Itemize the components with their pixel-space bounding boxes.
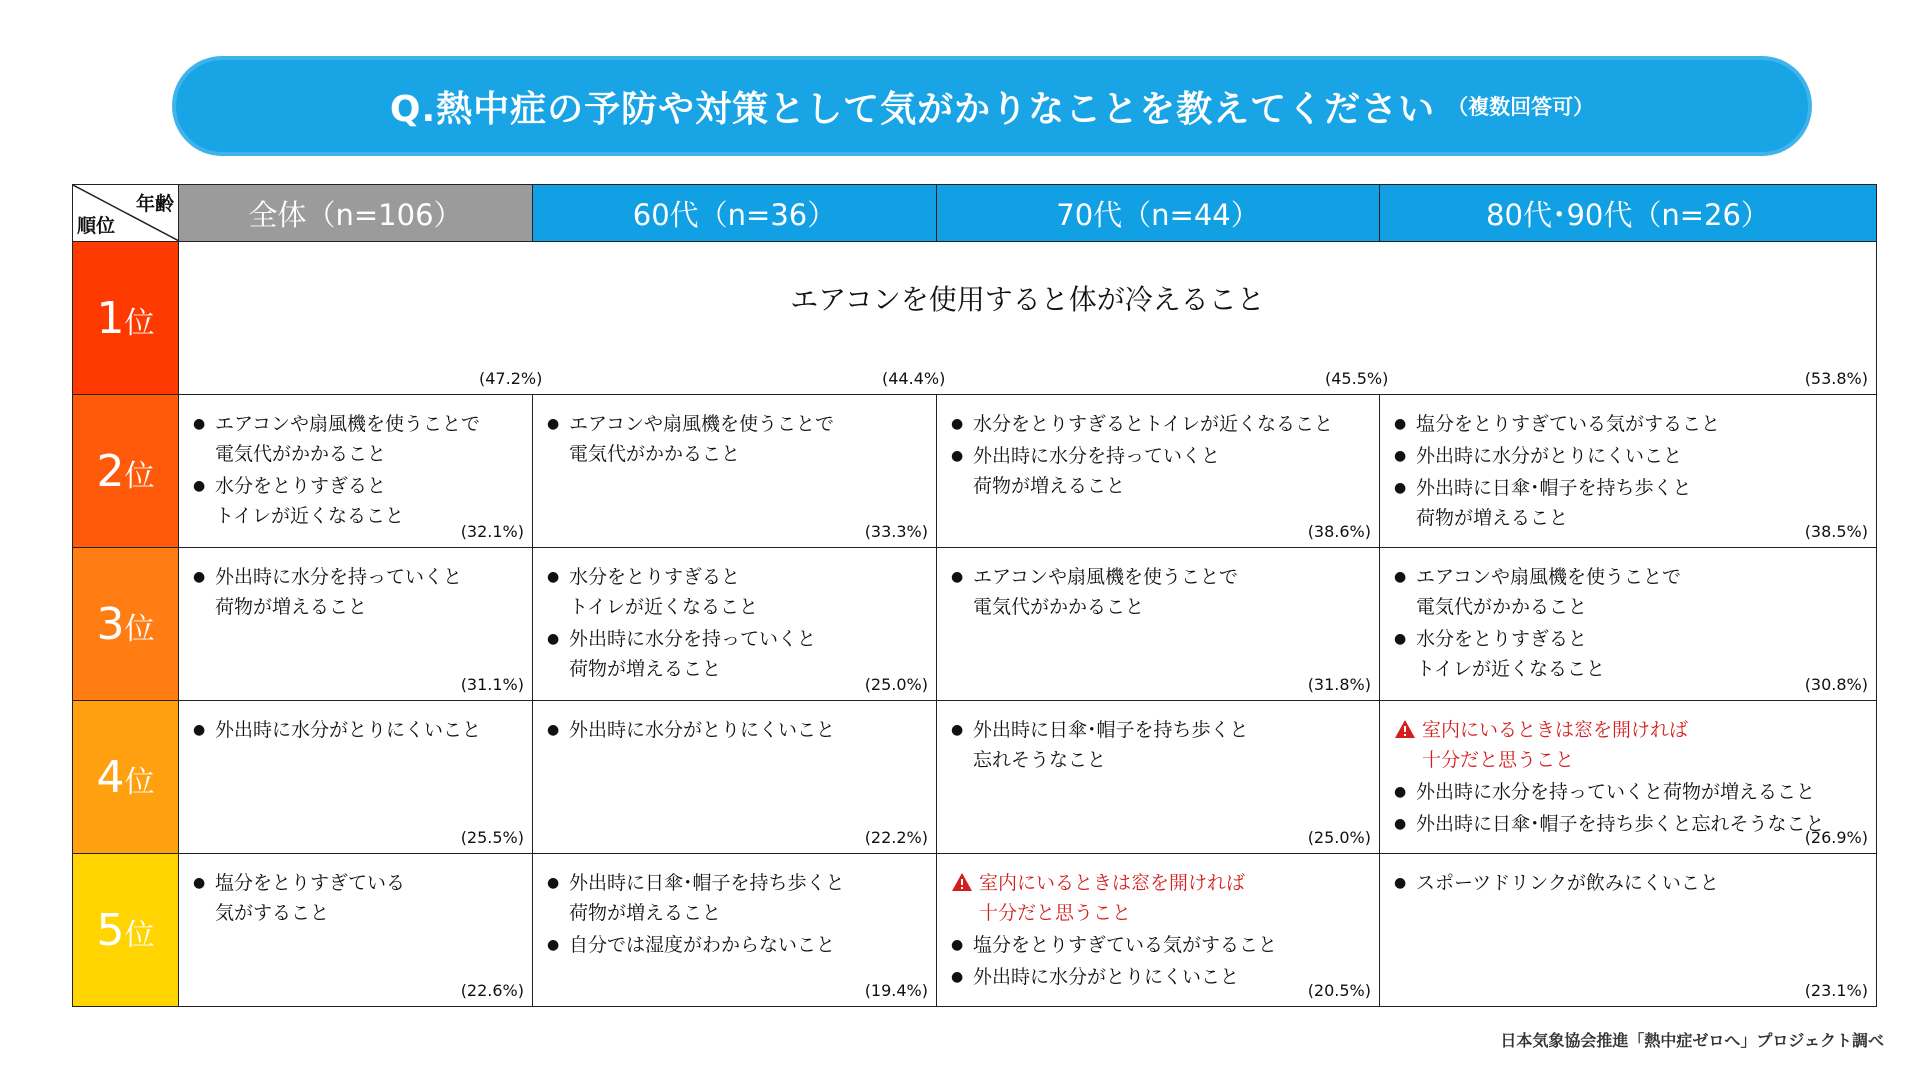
answer-list [179, 701, 532, 745]
answer-cell-80s-90s [1380, 395, 1877, 548]
answer-text: エアコンや扇風機を使うことで 電気代がかかること [215, 413, 481, 465]
rank-unit: 位 [124, 611, 155, 647]
rank-1-percentages [179, 366, 1876, 388]
list-item [951, 715, 1369, 775]
list-item [951, 868, 1369, 928]
rank-row-2 [73, 395, 1877, 548]
answer-cell-70s [937, 854, 1380, 1007]
bullet-dot-icon: ● [1394, 416, 1407, 432]
bullet-dot-icon: ● [951, 416, 964, 432]
bullet-dot-icon: ● [951, 448, 964, 464]
percentage-60s: (25.0%) [864, 675, 928, 694]
percentage-80s-90s: (26.9%) [1804, 828, 1868, 847]
rank-label-2 [73, 395, 179, 548]
answer-text: 外出時に水分を持っていくと 荷物が増えること [973, 445, 1221, 497]
list-item [1394, 473, 1866, 533]
bullet-dot-icon: ● [547, 631, 560, 647]
percentage-70s: (20.5%) [1307, 981, 1371, 1000]
percentage-80s-90s: (38.5%) [1804, 522, 1868, 541]
answer-cell-60s [533, 548, 937, 701]
answer-list [533, 854, 936, 960]
rank-label-1 [73, 242, 179, 395]
answer-text: 塩分をとりすぎている 気がすること [215, 872, 406, 924]
list-item [193, 868, 522, 928]
rank-row-5 [73, 854, 1877, 1007]
rank-unit: 位 [124, 764, 155, 800]
percentage-all: (25.5%) [460, 828, 524, 847]
answer-list [533, 548, 936, 684]
list-item [1394, 409, 1866, 439]
answer-text: 外出時に水分がとりにくいこと [1416, 445, 1683, 467]
percentage-60s: (33.3%) [864, 522, 928, 541]
percentage-80s-90s: (30.8%) [1804, 675, 1868, 694]
answer-list [937, 548, 1379, 622]
answer-cell-70s [937, 701, 1380, 854]
ranking-table [72, 184, 1877, 1007]
rank-1-shared-cell [179, 242, 1877, 395]
answer-cell-all [179, 854, 533, 1007]
percentage-60s: (19.4%) [864, 981, 928, 1000]
header-row [73, 185, 1877, 242]
list-item [1394, 809, 1866, 839]
answer-text: 外出時に日傘･帽子を持ち歩くと 忘れそうなこと [973, 719, 1249, 771]
bullet-dot-icon: ● [1394, 631, 1407, 647]
answer-text: 外出時に水分がとりにくいこと [973, 966, 1240, 988]
answer-list [937, 701, 1379, 775]
rank-label-4 [73, 701, 179, 854]
answer-text: 外出時に日傘･帽子を持ち歩くと忘れそうなこと [1416, 813, 1825, 835]
percentage-70s: (25.0%) [1307, 828, 1371, 847]
answer-list [533, 701, 936, 745]
answer-text: 水分をとりすぎるとトイレが近くなること [973, 413, 1334, 435]
warning-triangle-icon [1394, 719, 1416, 739]
column-header-60s: 60代（n=36） [533, 185, 937, 242]
list-item [547, 715, 926, 745]
rank-number: 5 [96, 904, 125, 956]
rank-row-3 [73, 548, 1877, 701]
answer-cell-all [179, 548, 533, 701]
answer-text: 水分をとりすぎると トイレが近くなること [1416, 628, 1606, 680]
bullet-dot-icon: ● [547, 937, 560, 953]
source-credit: 日本気象協会推進「熱中症ゼロへ」プロジェクト調べ [1500, 1031, 1884, 1050]
bullet-dot-icon: ● [193, 875, 206, 891]
answer-cell-60s [533, 395, 937, 548]
percentage-60s: (44.4%) [882, 369, 946, 388]
percentage-80s-90s: (53.8%) [1804, 369, 1868, 388]
rank-unit: 位 [124, 917, 155, 953]
column-header-all: 全体（n=106） [179, 185, 533, 242]
answer-text: 外出時に水分がとりにくいこと [215, 719, 482, 741]
answer-text: エアコンや扇風機を使うことで 電気代がかかること [1416, 566, 1682, 618]
rank-label-5 [73, 854, 179, 1007]
answer-list [1380, 701, 1876, 839]
answer-list [1380, 548, 1876, 684]
answer-text: 外出時に日傘･帽子を持ち歩くと 荷物が増えること [1416, 477, 1692, 529]
bullet-dot-icon: ● [193, 416, 206, 432]
answer-text: 室内にいるときは窓を開ければ 十分だと思うこと [979, 872, 1246, 924]
answer-cell-all [179, 395, 533, 548]
answer-text: 外出時に水分を持っていくと 荷物が増えること [215, 566, 463, 618]
bullet-dot-icon: ● [1394, 875, 1407, 891]
answer-text: 水分をとりすぎると トイレが近くなること [215, 475, 405, 527]
column-header-80s-90s: 80代･90代（n=26） [1380, 185, 1877, 242]
warning-triangle-icon [951, 872, 973, 892]
bullet-dot-icon: ● [547, 722, 560, 738]
answer-cell-all [179, 701, 533, 854]
question-title: Q.熱中症の予防や対策として気がかりなことを教えてください [389, 88, 1436, 130]
bullet-dot-icon: ● [951, 969, 964, 985]
bullet-dot-icon: ● [547, 875, 560, 891]
question-banner [176, 60, 1808, 152]
list-item [1394, 777, 1866, 807]
list-item [193, 715, 522, 745]
bullet-dot-icon: ● [1394, 448, 1407, 464]
answer-cell-70s [937, 395, 1380, 548]
percentage-70s: (38.6%) [1307, 522, 1371, 541]
list-item [1394, 715, 1866, 775]
answer-text: 外出時に日傘･帽子を持ち歩くと 荷物が増えること [569, 872, 845, 924]
answer-cell-70s [937, 548, 1380, 701]
rank-number: 3 [96, 598, 125, 650]
list-item [547, 409, 926, 469]
answer-text: スポーツドリンクが飲みにくいこと [1416, 872, 1719, 894]
bullet-dot-icon: ● [951, 569, 964, 585]
percentage-60s: (22.2%) [864, 828, 928, 847]
answer-list [533, 395, 936, 469]
list-item [1394, 441, 1866, 471]
percentage-70s: (45.5%) [1325, 369, 1389, 388]
answer-text: 水分をとりすぎると トイレが近くなること [569, 566, 759, 618]
answer-text: エアコンや扇風機を使うことで 電気代がかかること [973, 566, 1239, 618]
bullet-dot-icon: ● [547, 569, 560, 585]
percentage-80s-90s: (23.1%) [1804, 981, 1868, 1000]
answer-cell-80s-90s [1380, 701, 1877, 854]
answer-text: 外出時に水分を持っていくと荷物が増えること [1416, 781, 1816, 803]
answer-text: 外出時に水分を持っていくと 荷物が増えること [569, 628, 817, 680]
list-item [951, 930, 1369, 960]
bullet-dot-icon: ● [1394, 816, 1407, 832]
list-item [951, 962, 1369, 992]
bullet-dot-icon: ● [1394, 569, 1407, 585]
answer-cell-80s-90s [1380, 548, 1877, 701]
list-item [951, 409, 1369, 439]
list-item [951, 441, 1369, 501]
rank-number: 1 [96, 292, 125, 344]
bullet-dot-icon: ● [193, 569, 206, 585]
percentage-all: (47.2%) [479, 369, 543, 388]
rank-number: 2 [96, 445, 125, 497]
answer-list [937, 854, 1379, 992]
rank-unit: 位 [124, 458, 155, 494]
answer-text: 塩分をとりすぎている気がすること [1416, 413, 1721, 435]
answer-list [179, 548, 532, 622]
list-item [547, 562, 926, 622]
corner-rank-label: 順位 [77, 215, 116, 237]
answer-list [179, 854, 532, 928]
answer-list [937, 395, 1379, 501]
rank-label-3 [73, 548, 179, 701]
corner-header [73, 185, 179, 242]
list-item [1394, 562, 1866, 622]
percentage-70s: (31.8%) [1307, 675, 1371, 694]
answer-cell-80s-90s [1380, 854, 1877, 1007]
list-item [193, 409, 522, 469]
rank-unit: 位 [124, 305, 155, 341]
bullet-dot-icon: ● [193, 478, 206, 494]
bullet-dot-icon: ● [951, 722, 964, 738]
answer-cell-60s [533, 854, 937, 1007]
corner-age-label: 年齢 [135, 193, 174, 215]
question-note: （複数回答可） [1447, 95, 1595, 119]
bullet-dot-icon: ● [547, 416, 560, 432]
answer-text: 自分では湿度がわからないこと [569, 934, 836, 956]
list-item [1394, 868, 1866, 898]
list-item [1394, 624, 1866, 684]
bullet-dot-icon: ● [951, 937, 964, 953]
bullet-dot-icon: ● [1394, 784, 1407, 800]
list-item [193, 562, 522, 622]
percentage-all: (32.1%) [460, 522, 524, 541]
answer-text: 外出時に水分がとりにくいこと [569, 719, 836, 741]
list-item [951, 562, 1369, 622]
rank-number: 4 [96, 751, 125, 803]
answer-list [179, 395, 532, 531]
list-item [547, 930, 926, 960]
column-header-70s: 70代（n=44） [937, 185, 1380, 242]
rank-1-item: エアコンを使用すると体が冷えること [790, 283, 1265, 316]
bullet-dot-icon: ● [193, 722, 206, 738]
bullet-dot-icon: ● [1394, 480, 1407, 496]
answer-text: 塩分をとりすぎている気がすること [973, 934, 1278, 956]
percentage-all: (22.6%) [460, 981, 524, 1000]
answer-text: エアコンや扇風機を使うことで 電気代がかかること [569, 413, 835, 465]
rank-row-4 [73, 701, 1877, 854]
answer-list [1380, 395, 1876, 533]
answer-text: 室内にいるときは窓を開ければ 十分だと思うこと [1422, 719, 1689, 771]
percentage-all: (31.1%) [460, 675, 524, 694]
rank-row-1 [73, 242, 1877, 395]
answer-list [1380, 854, 1876, 898]
answer-cell-60s [533, 701, 937, 854]
list-item [547, 868, 926, 928]
